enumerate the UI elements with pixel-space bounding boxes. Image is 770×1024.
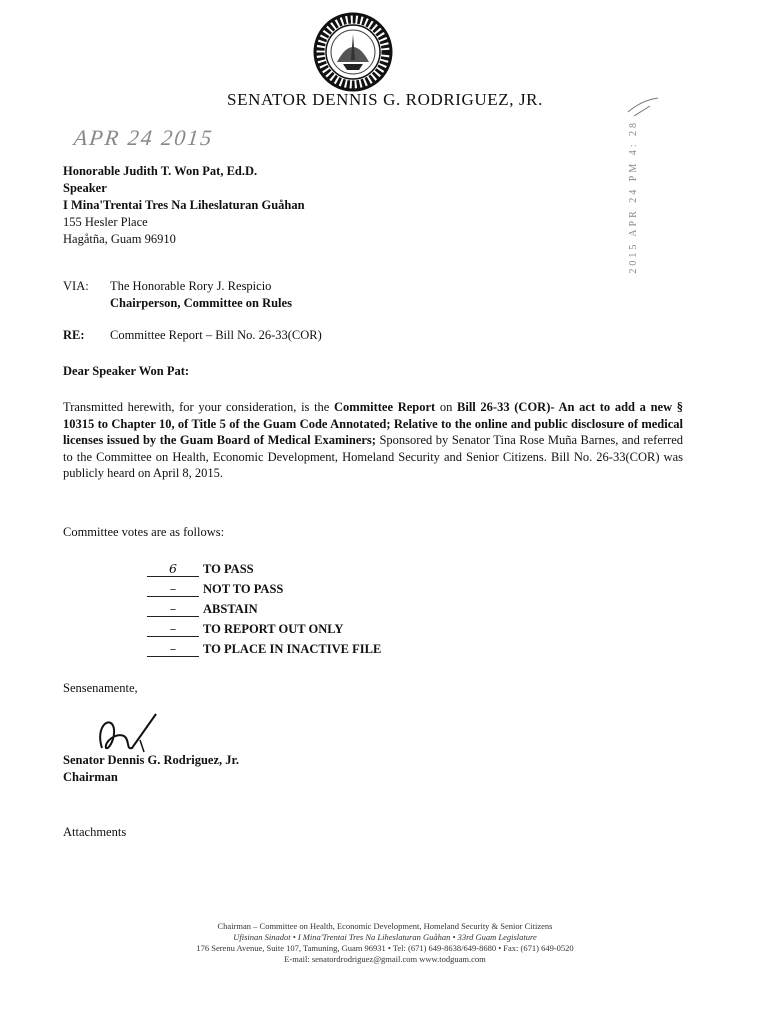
votes-list bbox=[147, 559, 381, 659]
vote-count: 6 bbox=[147, 562, 199, 577]
vote-label: TO PLACE IN INACTIVE FILE bbox=[203, 642, 382, 656]
letter-date: APR 24 2015 bbox=[72, 125, 215, 150]
body-bold-2: Bill 26-33 (COR)- An act to add a new § 10315 to Chapter 10, of Title 5 of the Guam Code Annotated; Relative to the online and public disclosure of medical licenses issued by the Guam Board of Medical Examiners; bbox=[63, 400, 684, 447]
addressee-street: 155 Hesler Place bbox=[63, 215, 148, 229]
body-bold-1: Committee Report bbox=[334, 400, 436, 414]
body-text-3: Sponsored by Senator Tina Rose Muña Barnes, and referred to the Committee on Health, Economic Development, Homeland Security and Senior Citizens. Bill No. 26-33(COR) was publicly heard on April 8, 2015. bbox=[63, 433, 684, 480]
signer-block bbox=[63, 752, 239, 786]
vote-row bbox=[147, 619, 381, 639]
closing: Sensenamente, bbox=[63, 681, 138, 695]
footer-line-1: Chairman – Committee on Health, Economic Development, Homeland Security & Senior Citizens bbox=[217, 921, 553, 931]
attachments-note: Attachments bbox=[63, 825, 127, 839]
votes-intro: Committee votes are as follows: bbox=[63, 525, 225, 539]
addressee-city: Hagåtña, Guam 96910 bbox=[63, 232, 176, 246]
addressee-name: Honorable Judith T. Won Pat, Ed.D. bbox=[63, 164, 258, 178]
letterhead-title: SENATOR DENNIS G. RODRIGUEZ, JR. bbox=[227, 90, 543, 109]
body-text-2: on bbox=[435, 400, 458, 414]
addressee-organization: I Mina'Trentai Tres Na Liheslaturan Guåhan bbox=[63, 198, 305, 212]
re-label: RE: bbox=[63, 328, 85, 342]
legislature-seal-icon bbox=[313, 12, 393, 92]
vote-row bbox=[147, 559, 381, 579]
letterhead-footer bbox=[0, 921, 770, 965]
footer-line-2: Ufisinan Sinadot • I Mina'Trentai Tres Na Liheslaturan Guåhan • 33rd Guam Legislature bbox=[233, 932, 537, 942]
via-block bbox=[63, 278, 292, 312]
body-paragraph bbox=[63, 399, 683, 482]
via-label: VIA: bbox=[63, 279, 89, 293]
vote-label: TO REPORT OUT ONLY bbox=[203, 622, 344, 636]
footer-line-3: 176 Serenu Avenue, Suite 107, Tamuning, Guam 96931 • Tel: (671) 649-8638/649-8680 • Fax: (671) 649-0520 bbox=[196, 943, 574, 953]
re-line bbox=[63, 328, 322, 343]
via-name: The Honorable Rory J. Respicio bbox=[110, 279, 272, 293]
addressee-block bbox=[63, 163, 305, 248]
vote-count: – bbox=[147, 582, 199, 597]
vote-label: TO PASS bbox=[203, 562, 254, 576]
vote-label: NOT TO PASS bbox=[203, 582, 284, 596]
signer-title: Chairman bbox=[63, 770, 118, 784]
via-title: Chairperson, Committee on Rules bbox=[110, 296, 292, 310]
signer-name: Senator Dennis G. Rodriguez, Jr. bbox=[63, 753, 240, 767]
vote-row bbox=[147, 599, 381, 619]
vote-count: – bbox=[147, 642, 199, 657]
vote-count: – bbox=[147, 622, 199, 637]
vote-label: ABSTAIN bbox=[203, 602, 258, 616]
salutation: Dear Speaker Won Pat: bbox=[63, 364, 190, 378]
received-stamp-text: 2015 APR 24 PM 4: 28 bbox=[628, 120, 639, 274]
body-text-1: Transmitted herewith, for your consideration, is the bbox=[63, 400, 335, 414]
vote-count: – bbox=[147, 602, 199, 617]
addressee-title: Speaker bbox=[63, 181, 107, 195]
vote-row bbox=[147, 639, 381, 659]
vote-row bbox=[147, 579, 381, 599]
re-subject: Committee Report – Bill No. 26-33(COR) bbox=[110, 328, 322, 342]
footer-line-4: E-mail: senatordrodriguez@gmail.com www.todguam.com bbox=[284, 954, 486, 964]
